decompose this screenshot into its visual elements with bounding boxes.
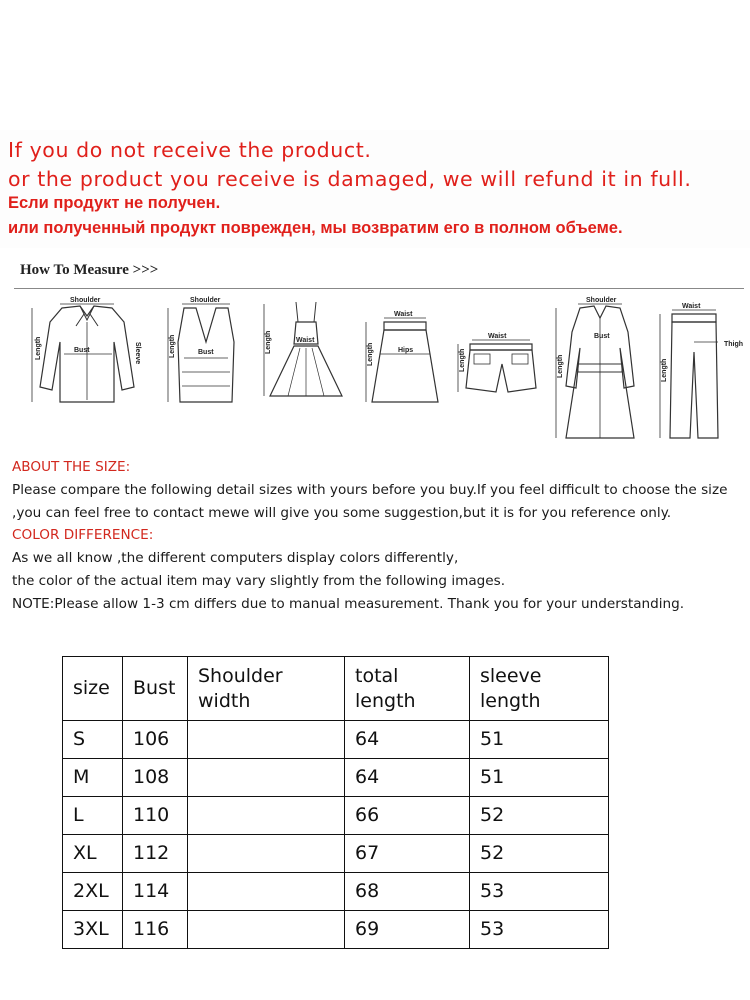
blouse-illustration <box>22 292 152 412</box>
vest-illustration <box>160 292 245 412</box>
table-cell: S <box>63 721 123 759</box>
divider <box>14 288 744 289</box>
notice-line-2: or the product you receive is damaged, we will refund it in full. <box>8 167 692 191</box>
shorts-illustration <box>452 292 547 412</box>
table-cell: 53 <box>470 873 609 911</box>
svg-text:Length: Length <box>169 334 176 358</box>
svg-text:Length: Length <box>557 354 564 378</box>
table-cell: 52 <box>470 797 609 835</box>
svg-text:Shoulder: Shoulder <box>586 297 617 304</box>
notice-line-1: If you do not receive the product. <box>8 138 372 162</box>
svg-text:Waist: Waist <box>394 311 413 318</box>
table-row <box>63 721 609 759</box>
table-row <box>63 759 609 797</box>
column-header-total-length: total length <box>345 657 470 721</box>
table-row <box>63 873 609 911</box>
size-info-text <box>12 456 750 616</box>
table-cell: XL <box>63 835 123 873</box>
table-cell: M <box>63 759 123 797</box>
table-cell: 66 <box>345 797 470 835</box>
table-cell: 108 <box>123 759 188 797</box>
table-cell: 64 <box>345 759 470 797</box>
table-cell: 3XL <box>63 911 123 949</box>
svg-text:Bust: Bust <box>594 333 610 340</box>
svg-text:Length: Length <box>367 342 374 366</box>
table-cell <box>188 911 345 949</box>
table-cell: 51 <box>470 721 609 759</box>
svg-text:Waist: Waist <box>488 333 507 340</box>
about-size-line-1: Please compare the following detail sizes with yours before you buy.If you feel difficult to choose the size <box>12 481 728 498</box>
table-row <box>63 835 609 873</box>
refund-notice <box>0 130 750 248</box>
how-to-measure-panel <box>8 250 750 450</box>
table-cell: 53 <box>470 911 609 949</box>
svg-text:Thigh: Thigh <box>724 341 744 348</box>
column-header-shoulder-width: Shoulder width <box>188 657 345 721</box>
svg-text:Length: Length <box>265 330 272 354</box>
about-size-heading: ABOUT THE SIZE: <box>12 459 131 475</box>
coat-illustration <box>548 292 648 442</box>
size-chart-table <box>62 656 609 949</box>
about-size-line-2: ,you can feel free to contact mewe will give you some suggestion,but it is for you reference only. <box>12 504 672 521</box>
table-cell <box>188 835 345 873</box>
table-cell: 2XL <box>63 873 123 911</box>
table-cell <box>188 873 345 911</box>
skirt-illustration <box>360 292 445 412</box>
dress-illustration <box>258 292 353 412</box>
table-cell <box>188 759 345 797</box>
svg-text:Sleeve: Sleeve <box>134 342 141 365</box>
svg-text:Shoulder: Shoulder <box>190 297 221 304</box>
how-to-measure-title: How To Measure >>> <box>20 262 159 278</box>
notice-line-3: Если продукт не получен. <box>8 194 221 212</box>
measurement-note: NOTE:Please allow 1-3 cm differs due to manual measurement. Thank you for your understanding. <box>12 595 685 612</box>
color-line-2: the color of the actual item may vary slightly from the following images. <box>12 572 506 589</box>
table-cell: 69 <box>345 911 470 949</box>
svg-text:Bust: Bust <box>74 347 90 354</box>
table-cell: 112 <box>123 835 188 873</box>
table-cell: 64 <box>345 721 470 759</box>
table-cell: 67 <box>345 835 470 873</box>
table-row <box>63 797 609 835</box>
color-difference-heading: COLOR DIFFERENCE: <box>12 527 154 544</box>
column-header-bust: Bust <box>123 657 188 721</box>
table-row <box>63 911 609 949</box>
svg-text:Length: Length <box>35 336 42 360</box>
svg-text:Hips: Hips <box>398 347 414 354</box>
svg-text:Waist: Waist <box>682 303 701 310</box>
table-cell: 116 <box>123 911 188 949</box>
trousers-illustration <box>652 292 750 442</box>
table-cell: 52 <box>470 835 609 873</box>
svg-text:Bust: Bust <box>198 349 214 356</box>
svg-text:Length: Length <box>459 348 466 372</box>
column-header-size: size <box>63 657 123 721</box>
table-cell: 51 <box>470 759 609 797</box>
table-cell: 114 <box>123 873 188 911</box>
table-cell <box>188 797 345 835</box>
table-cell <box>188 721 345 759</box>
table-cell: 68 <box>345 873 470 911</box>
svg-text:Shoulder: Shoulder <box>70 297 101 304</box>
color-line-1: As we all know ,the different computers display colors differently, <box>12 550 459 567</box>
table-cell: L <box>63 797 123 835</box>
table-header-row <box>63 657 609 721</box>
svg-text:Length: Length <box>661 358 668 382</box>
table-cell: 106 <box>123 721 188 759</box>
svg-text:Waist: Waist <box>296 337 315 344</box>
notice-line-4: или полученный продукт поврежден, мы возвратим его в полном объеме. <box>8 219 623 237</box>
column-header-sleeve-length: sleeve length <box>470 657 609 721</box>
table-cell: 110 <box>123 797 188 835</box>
